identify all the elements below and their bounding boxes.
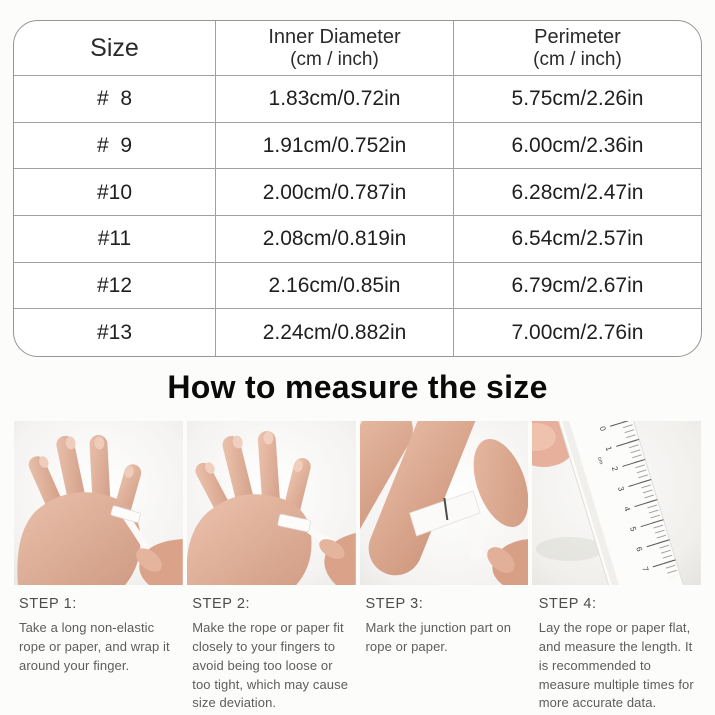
perimeter-cell: 6.79cm/2.67in [454,263,701,310]
step-label: STEP 1: [19,596,77,612]
ruler-number: 0 [597,425,608,433]
step-4-instruction [534,596,703,713]
size-cell: #11 [14,216,216,263]
size-cell: # 8 [14,76,216,123]
column-title: Inner Diameter [268,25,401,48]
step-3-instruction [361,596,530,713]
column-header-inner-diameter [216,21,454,76]
ruler-shadow [536,537,604,561]
step-label: STEP 4: [538,596,597,612]
column-subtitle: (cm / inch) [290,48,379,70]
step-1-photo [14,421,183,585]
ruler-number: 7 [640,565,651,573]
step-instructions-row [14,596,703,713]
inner-diameter-cell: 1.83cm/0.72in [216,76,454,123]
step-text: Take a long non-elastic rope or paper, and wrap it around your finger. [19,620,170,673]
inner-diameter-cell: 2.24cm/0.882in [216,309,454,356]
step-label: STEP 3: [365,596,424,612]
marking-junction-illustration [360,421,529,585]
ruler-number: 6 [634,545,645,553]
ruler-measuring-illustration [532,421,701,585]
step-text: Mark the junction part on rope or paper. [365,620,512,654]
step-label: STEP 2: [192,596,251,612]
perimeter-cell: 6.28cm/2.47in [454,169,701,216]
column-title: Size [90,34,139,62]
inner-diameter-cell: 2.00cm/0.787in [216,169,454,216]
column-title: Perimeter [534,25,621,48]
step-text: Make the rope or paper fit closely to your fingers to avoid being too loose or too tight, which may cause size deviation. [192,620,349,711]
step-4-photo [532,421,701,585]
ruler-number: 3 [616,485,627,493]
size-cell: # 9 [14,123,216,170]
perimeter-cell: 5.75cm/2.26in [454,76,701,123]
step-1-instruction [14,596,183,713]
step-photos-row [14,421,701,585]
perimeter-cell: 6.54cm/2.57in [454,216,701,263]
hand-wrapping-rope-illustration [14,421,183,585]
ruler-number: 4 [622,505,633,513]
ring-size-chart-table [13,20,702,357]
inner-diameter-cell: 2.16cm/0.85in [216,263,454,310]
rope-fitted-illustration [187,421,356,585]
column-header-perimeter [454,21,701,76]
column-subtitle: (cm / inch) [533,48,622,70]
inner-diameter-cell: 2.08cm/0.819in [216,216,454,263]
step-2-instruction [187,596,356,713]
ruler-number: 5 [628,525,639,533]
perimeter-cell: 7.00cm/2.76in [511,321,644,345]
ruler-number: 1 [604,445,614,453]
step-2-photo [187,421,356,585]
column-header-size [14,21,216,76]
step-text: Lay the rope or paper flat, and measure the length. It is recommended to measure multiple times for more accurate data. [538,620,694,711]
inner-diameter-cell: 1.91cm/0.752in [216,123,454,170]
size-cell: #13 [14,309,216,356]
step-3-photo [360,421,529,585]
size-cell: #12 [14,263,216,310]
ruler-number: 2 [610,465,620,473]
ruler-unit-label: cm [596,456,605,466]
guide-title: How to measure the size [167,369,548,405]
perimeter-cell: 6.00cm/2.36in [454,123,701,170]
size-cell: #10 [14,169,216,216]
